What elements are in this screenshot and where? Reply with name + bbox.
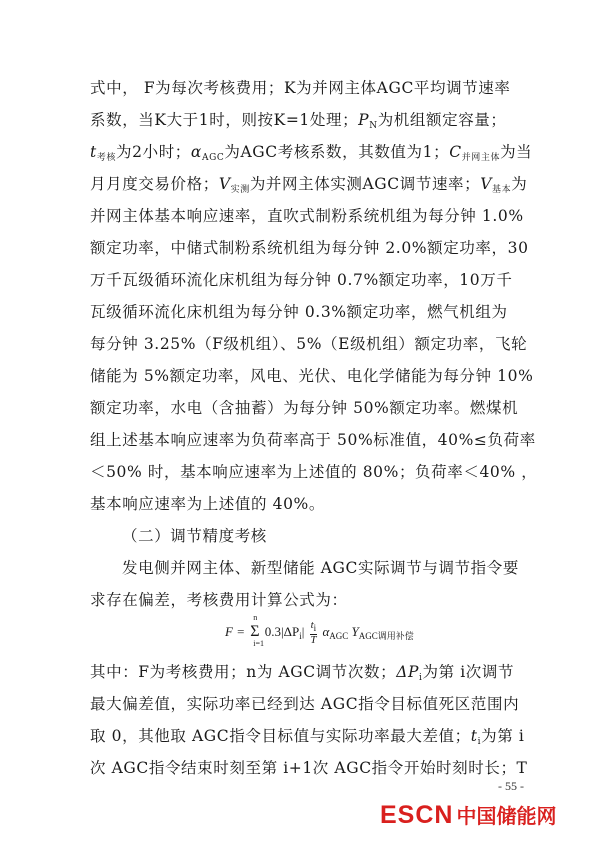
text-line: 万千瓦级循环流化床机组为每分钟 0.7%额定功率，10万千 xyxy=(90,271,513,289)
symbol-text: t xyxy=(470,727,478,745)
text-line xyxy=(90,78,511,98)
symbol-v2 xyxy=(480,175,511,193)
escn-logo xyxy=(380,800,556,830)
symbol-subscript: 实测 xyxy=(230,185,250,195)
text-line: 瓦级循环流化床机组为每分钟 0.3%额定功率，燃气机组为 xyxy=(90,303,508,321)
fraction-numerator xyxy=(310,620,318,635)
formula-subscript: AGC xyxy=(329,630,349,641)
formula-alpha: α xyxy=(322,623,330,639)
text-line xyxy=(90,174,527,200)
symbol-delta-p xyxy=(396,663,422,681)
logo-cn-text: 中国储能网 xyxy=(456,806,557,828)
sum-upper-limit: n xyxy=(253,612,258,622)
sum-symbol xyxy=(250,612,264,648)
text-span: 式中， F为每次考核费用；K为并网主体AGC平均调节速率 xyxy=(90,79,511,97)
logo-en-text: ESCN xyxy=(380,801,454,829)
text-line: 额定功率，水电（含抽蓄）为每分钟 50%额定功率。燃煤机 xyxy=(90,399,519,417)
text-line: 基本响应速率为上述值的 40%。 xyxy=(90,495,325,513)
text-line: 组上述基本响应速率为负荷率高于 50%标准值，40%≤负荷率 xyxy=(90,431,536,449)
text-span: 系数，当K大于1时，则按K=1处理； xyxy=(90,111,359,129)
symbol-subscript: i xyxy=(419,673,423,683)
sigma-glyph: Σ xyxy=(250,622,260,640)
text-line xyxy=(90,142,532,168)
symbol-t-i xyxy=(471,727,481,745)
symbol-text: ΔP xyxy=(396,663,420,681)
text-line: ＜50% 时，基本响应速率为上述值的 80%；负荷率＜40% ， xyxy=(90,463,538,481)
symbol-text: P xyxy=(358,111,370,129)
symbol-text: V xyxy=(218,175,231,193)
text-line: 发电侧并网主体、新型储能 AGC实际调节与调节指令要 xyxy=(122,559,519,577)
formula-y: Y xyxy=(351,623,359,639)
text-line: 求存在偏差，考核费用计算公式为： xyxy=(90,591,348,609)
text-span: 为2小时； xyxy=(116,143,191,161)
text-line: 并网主体基本响应速率，直吹式制粉系统机组为每分钟 1.0% xyxy=(90,207,524,225)
formula-fraction xyxy=(310,620,318,646)
text-span: 为机组额定容量； xyxy=(377,111,507,129)
text-span: 取 0，其他取 AGC指令目标值与实际功率最大差值； xyxy=(90,727,471,745)
formula-block xyxy=(225,612,414,648)
text-span: 为并网主体实测AGC调节速率； xyxy=(249,175,481,193)
text-span: 为第 i次调节 xyxy=(422,663,515,681)
symbol-text: t xyxy=(90,143,97,161)
text-span: 月月度交易价格； xyxy=(90,175,219,193)
numerator-subscript: i xyxy=(313,623,317,633)
text-span: 为AGC考核系数，其数值为1； xyxy=(224,143,450,161)
text-line: 额定功率，中储式制粉系统机组为每分钟 2.0%额定功率，30 xyxy=(90,239,529,257)
symbol-c xyxy=(449,143,500,161)
symbol-text: α xyxy=(190,143,202,161)
text-span: 其中：F为考核费用；n为 AGC调节次数； xyxy=(90,663,397,681)
symbol-subscript: 考核 xyxy=(96,153,117,163)
symbol-subscript: 基本 xyxy=(492,185,512,195)
symbol-text: C xyxy=(449,143,462,161)
symbol-alpha xyxy=(191,143,224,161)
formula-coefficient: 0.3|ΔP xyxy=(264,623,300,639)
symbol-subscript: AGC xyxy=(202,153,225,163)
formula-lhs: F = xyxy=(225,623,249,639)
text-line: 储能为 5%额定功率，风电、光伏、电化学储能为每分钟 10% xyxy=(90,367,534,385)
text-line xyxy=(90,726,524,752)
numerator-text: t xyxy=(310,619,314,631)
sum-lower-limit: i=1 xyxy=(253,638,264,648)
fraction-denominator: T xyxy=(310,634,317,646)
symbol-subscript: 并网主体 xyxy=(461,153,501,163)
section-heading: （二）调节精度考核 xyxy=(122,527,267,545)
formula-subscript: AGC调用补偿 xyxy=(358,630,414,641)
symbol-subscript: i xyxy=(477,737,482,747)
symbol-subscript: N xyxy=(369,121,378,131)
symbol-v xyxy=(219,175,250,193)
text-line xyxy=(90,110,507,136)
symbol-p xyxy=(358,111,378,129)
text-line: 每分钟 3.25%（F级机组）、5%（E级机组）额定功率，飞轮 xyxy=(90,335,528,353)
symbol-t xyxy=(90,143,116,161)
text-line xyxy=(90,662,514,688)
symbol-text: V xyxy=(480,175,493,193)
text-line: 最大偏差值，实际功率已经到达 AGC指令目标值死区范围内 xyxy=(90,695,520,713)
formula-bar: | xyxy=(301,623,305,639)
page-number: - 55 - xyxy=(498,779,524,793)
text-line: 次 AGC指令结束时刻至第 i+1次 AGC指令开始时刻时长；T xyxy=(90,759,528,777)
text-span: 为第 i xyxy=(481,727,525,745)
text-span: 为当 xyxy=(500,143,533,161)
formula-subscript: i xyxy=(299,630,302,641)
text-span: 为 xyxy=(511,175,528,193)
